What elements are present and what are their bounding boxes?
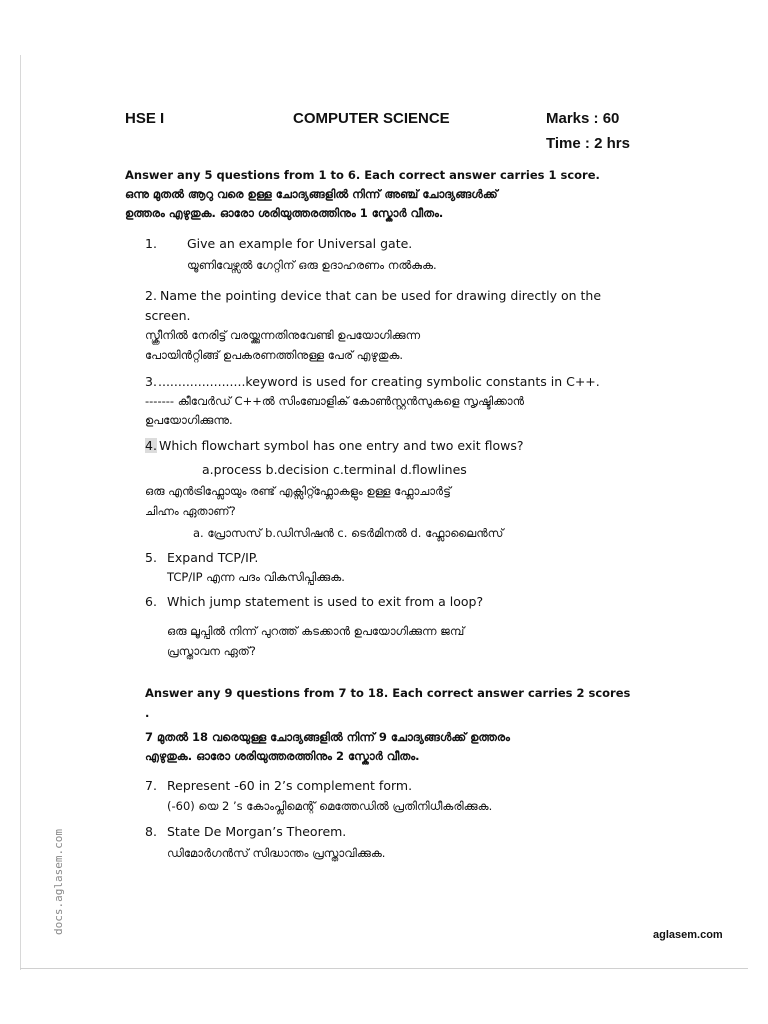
q1-number: 1.: [145, 236, 157, 251]
section2-instruction-ml-2: എഴുതുക. ഓരോ ശരിയുത്തരത്തിനും 2 സ്കോർ വീതം.: [145, 749, 420, 763]
q7-text: Represent -60 in 2’s complement form.: [167, 778, 413, 793]
q7-malayalam: (-60) യെ 2 ’s കോംപ്ലിമെന്റ് മെത്തേഡിൽ പ്രതിനിധീകരിക്കുക.: [167, 799, 493, 813]
q2-number: 2.: [145, 288, 157, 303]
q1-text: Give an example for Universal gate.: [187, 236, 413, 251]
q4-malayalam-line2: ചിഹ്നം ഏതാണ്?: [145, 504, 236, 518]
q2-malayalam-line1: സ്ക്രീനിൽ നേരിട്ട് വരയ്ക്കുന്നതിനുവേണ്ടി ഉപയോഗിക്കുന്ന: [145, 328, 421, 342]
q6-text: Which jump statement is used to exit from a loop?: [167, 594, 484, 609]
q6-number: 6.: [145, 594, 157, 609]
page-left-border: [20, 55, 21, 970]
q8-text: State De Morgan’s Theorem.: [167, 824, 347, 839]
q3-malayalam-line1: ------- കീവേർഡ് C++ൽ സിംബോളിക് കോൺസ്റ്റൻസുകളെ സൃഷ്ടിക്കാൻ: [145, 394, 525, 408]
q2-malayalam-line2: പോയിൻറ്റിങ്ങ് ഉപകരണത്തിനുള്ള പേര് എഴുതുക.: [145, 348, 404, 362]
q2-text-line1: Name the pointing device that can be used for drawing directly on the: [160, 288, 602, 303]
time-label: Time : 2 hrs: [546, 135, 630, 152]
brand-link[interactable]: aglasem.com: [653, 929, 723, 941]
q4-malayalam-options: a. പ്രോസസ് b.ഡിസിഷൻ c. ടെർമിനൽ d. ഫ്ലോലൈൻസ്: [193, 526, 504, 540]
q1-malayalam: യൂണിവേഴ്സൽ ഗേറ്റിന് ഒരു ഉദാഹരണം നൽകുക.: [187, 258, 437, 272]
section2-instruction-dot: .: [145, 706, 150, 720]
marks-label: Marks : 60: [546, 110, 620, 127]
q3-number: 3.: [145, 374, 157, 389]
q4-number: 4.: [145, 438, 157, 453]
q7-number: 7.: [145, 778, 157, 793]
subject-title: COMPUTER SCIENCE: [293, 110, 450, 127]
section2-instruction-ml-1: 7 മുതൽ 18 വരെയുള്ള ചോദ്യങ്ങളിൽ നിന്ന് 9 ചോദ്യങ്ങൾക്ക് ഉത്തരം: [145, 730, 510, 744]
q6-malayalam-line1: ഒരു ലൂപ്പിൽ നിന്ന് പുറത്ത് കടക്കാൻ ഉപയോഗിക്കുന്ന ജമ്പ്: [167, 624, 465, 638]
q8-number: 8.: [145, 824, 157, 839]
q8-malayalam: ഡിമോർഗൻസ് സിദ്ധാന്തം പ്രസ്താവിക്കുക.: [167, 846, 386, 860]
section1-instruction-ml-1: ഒന്നു മുതൽ ആറു വരെ ഉള്ള ചോദ്യങ്ങളിൽ നിന്ന് അഞ്ച് ചോദ്യങ്ങൾക്ക്: [125, 187, 498, 201]
section1-instruction-ml-2: ഉത്തരം എഴുതുക. ഓരോ ശരിയുത്തരത്തിനും 1 സ്കോർ വീതം.: [125, 206, 444, 220]
q2-text-line2: screen.: [145, 308, 191, 323]
q4-malayalam-line1: ഒരു എൻട്രിഫ്ലോയും രണ്ട് എക്സിറ്റ്ഫ്ലോകളും ഉള്ള ഫ്ലോചാർട്ട്: [145, 484, 451, 498]
q4-options: a.process b.decision c.terminal d.flowlines: [202, 462, 467, 477]
section2-instruction-en: Answer any 9 questions from 7 to 18. Each correct answer carries 2 scores: [145, 686, 631, 700]
q5-malayalam: TCP/IP എന്ന പദം വികസിപ്പിക്കുക.: [167, 570, 345, 584]
side-watermark: docs.aglasem.com: [52, 829, 65, 935]
q3-text: ......................keyword is used for creating symbolic constants in C++.: [158, 374, 600, 389]
q5-number: 5.: [145, 550, 157, 565]
page-bottom-border: [20, 968, 748, 969]
class-label: HSE I: [125, 110, 165, 127]
q6-malayalam-line2: പ്രസ്താവന ഏത്?: [167, 644, 256, 658]
section1-instruction-en: Answer any 5 questions from 1 to 6. Each correct answer carries 1 score.: [125, 168, 600, 182]
q3-malayalam-line2: ഉപയോഗിക്കുന്നു.: [145, 413, 233, 427]
q4-text: Which flowchart symbol has one entry and two exit flows?: [159, 438, 524, 453]
q5-text: Expand TCP/IP.: [167, 550, 259, 565]
